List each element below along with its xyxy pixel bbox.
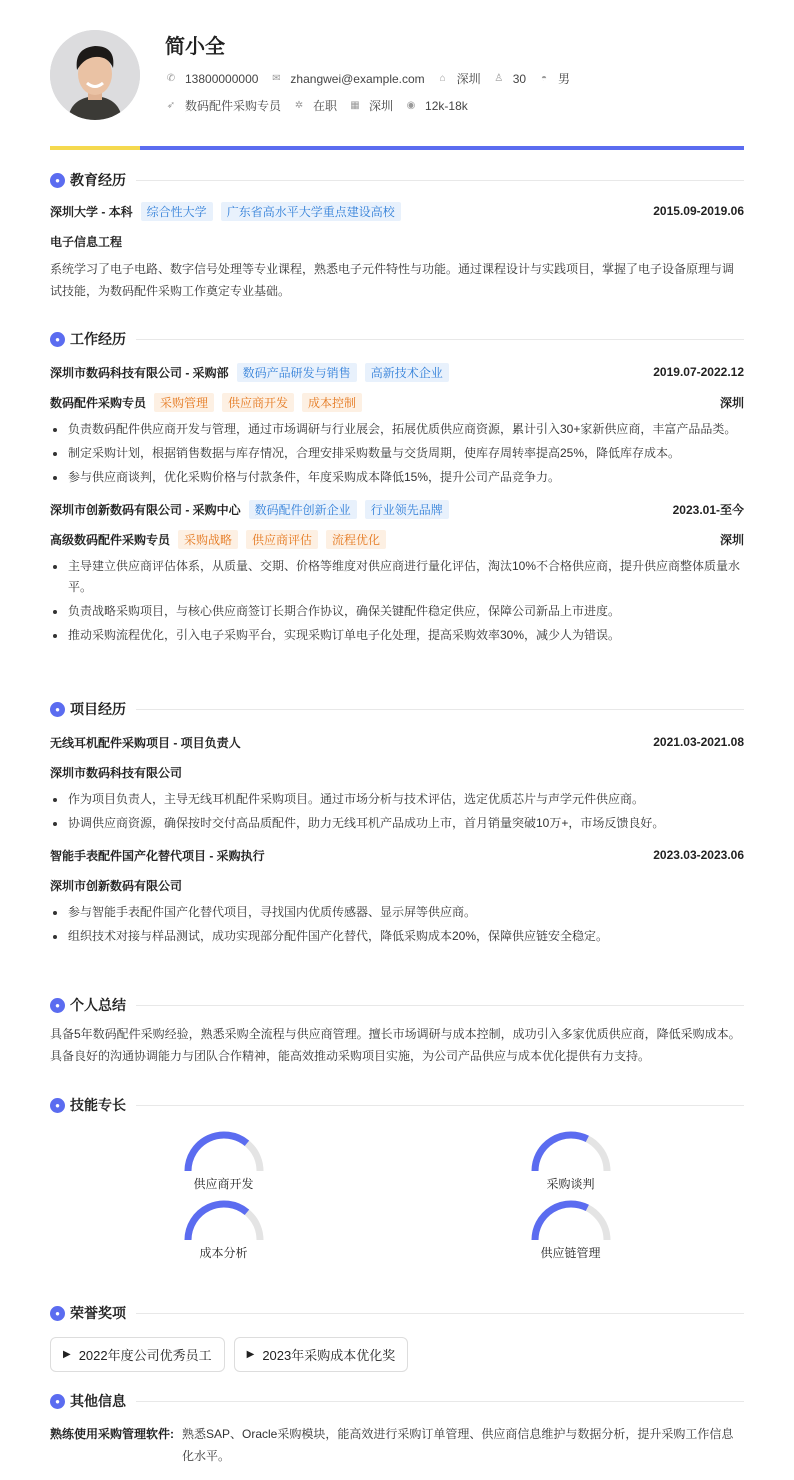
gauge-track bbox=[535, 1135, 607, 1171]
section-title: 工作经历 bbox=[70, 331, 126, 347]
info-icon: ● bbox=[50, 1394, 65, 1409]
education-left bbox=[50, 202, 401, 221]
gender-icon: ◓ bbox=[541, 73, 548, 84]
building-icon: ▦ bbox=[350, 100, 360, 111]
tag: 供应商开发 bbox=[222, 393, 294, 412]
tag: 数码配件创新企业 bbox=[249, 500, 357, 519]
skill-gauge bbox=[529, 1198, 613, 1242]
chart-bar-icon: ● bbox=[50, 1098, 65, 1113]
header-divider bbox=[50, 146, 744, 150]
graduation-cap-icon: ● bbox=[50, 173, 65, 188]
company-name: 深圳市创新数码有限公司 - 采购中心 bbox=[50, 502, 241, 517]
tag: 高新技术企业 bbox=[365, 363, 449, 382]
skill-name: 供应链管理 bbox=[540, 1246, 601, 1260]
skill-name: 供应商开发 bbox=[193, 1177, 254, 1191]
section-header bbox=[50, 329, 744, 349]
section-header bbox=[50, 699, 744, 719]
location: 深圳 bbox=[719, 395, 744, 410]
skill-item bbox=[50, 1129, 397, 1192]
section-work bbox=[50, 329, 744, 649]
award-item[interactable] bbox=[234, 1337, 409, 1372]
skill-name: 采购谈判 bbox=[546, 1177, 595, 1191]
tag: 广东省高水平大学重点建设高校 bbox=[221, 202, 401, 221]
section-divider bbox=[136, 1401, 744, 1402]
section-header bbox=[50, 995, 744, 1015]
bullet-item: 负责数码配件供应商开发与管理，通过市场调研与行业展会，拓展优质供应商资源，累计引入30+家新供应商，丰富产品品类。 bbox=[50, 419, 744, 440]
skill-name: 成本分析 bbox=[199, 1246, 248, 1260]
bullet-item: 参与智能手表配件国产化替代项目，寻找国内优质传感器、显示屏等供应商。 bbox=[50, 902, 744, 923]
awards-list bbox=[50, 1337, 744, 1372]
salary-icon: ◉ bbox=[406, 100, 416, 111]
status: 在职 bbox=[313, 99, 338, 113]
resume-header bbox=[50, 30, 750, 120]
cake-icon: ♙ bbox=[494, 73, 504, 84]
company-name: 深圳市数码科技有限公司 - 采购部 bbox=[50, 365, 229, 380]
section-divider bbox=[136, 709, 744, 710]
bullet-item: 作为项目负责人，主导无线耳机配件采购项目。通过市场分析与技术评估，选定优质芯片与声学元件供应商。 bbox=[50, 789, 744, 810]
gauge-track bbox=[188, 1204, 260, 1240]
triangle-right-icon: ▶ bbox=[63, 1349, 71, 1360]
award-item[interactable] bbox=[50, 1337, 225, 1372]
date: 2023.01-至今 bbox=[672, 502, 744, 517]
section-divider bbox=[136, 180, 744, 181]
section-title: 教育经历 bbox=[70, 172, 126, 188]
bullet-list bbox=[50, 556, 744, 646]
company bbox=[50, 363, 449, 382]
company bbox=[50, 500, 449, 519]
summary-text: 具备5年数码配件采购经验，熟悉采购全流程与供应商管理。擅长市场调研与成本控制，成功引入多家优质供应商，降低采购成本。具备良好的沟通协调能力与团队合作精神，能高效推动采购项目实施，为公司产品供应与成本优化提供有力支持。 bbox=[50, 1027, 741, 1063]
home-icon: ⌂ bbox=[439, 73, 446, 84]
bullet-item: 制定采购计划，根据销售数据与库存情况，合理安排采购数量与交货周期，使库存周转率提高25%，降低库存成本。 bbox=[50, 443, 744, 464]
tag: 综合性大学 bbox=[141, 202, 213, 221]
gauge-track bbox=[188, 1135, 260, 1171]
avatar bbox=[50, 30, 140, 120]
skill-gauge bbox=[182, 1129, 266, 1173]
role bbox=[50, 393, 362, 412]
tag: 采购战略 bbox=[178, 530, 238, 549]
project-row bbox=[50, 840, 744, 870]
section-title: 技能专长 bbox=[70, 1097, 126, 1113]
section-header bbox=[50, 1303, 744, 1323]
section-title: 项目经历 bbox=[70, 701, 126, 717]
section-projects bbox=[50, 699, 744, 950]
section-header bbox=[50, 1391, 744, 1411]
email: zhangwei@example.com bbox=[290, 71, 425, 86]
position: 数码配件采购专员 bbox=[185, 99, 282, 113]
phone-icon: ✆ bbox=[166, 73, 176, 84]
school: 深圳大学 - 本科 bbox=[50, 204, 133, 219]
skill-gauge bbox=[182, 1198, 266, 1242]
bullet-list bbox=[50, 902, 744, 947]
section-header bbox=[50, 170, 744, 190]
salary: 12k-18k bbox=[425, 98, 468, 113]
bullet-list bbox=[50, 419, 744, 488]
gauge-track bbox=[535, 1204, 607, 1240]
bullet-item: 主导建立供应商评估体系，从质量、交期、价格等维度对供应商进行量化评估，淘汰10%不合格供应商，提升供应商整体质量水平。 bbox=[50, 556, 744, 598]
bullet-item: 协调供应商资源，确保按时交付高品质配件，助力无线耳机产品成功上市，首月销量突破10万+，市场反馈良好。 bbox=[50, 813, 744, 834]
project-company: 深圳市创新数码有限公司 bbox=[50, 878, 183, 893]
project-name: 无线耳机配件采购项目 - 项目负责人 bbox=[50, 735, 241, 750]
work-company-row bbox=[50, 494, 744, 524]
briefcase-icon: ● bbox=[50, 332, 65, 347]
age: 30 bbox=[512, 71, 527, 86]
section-divider bbox=[136, 1005, 744, 1006]
section-header bbox=[50, 1095, 744, 1115]
gauge-fill bbox=[535, 1135, 587, 1171]
section-education bbox=[50, 170, 744, 302]
work-role-row bbox=[50, 387, 744, 417]
skill-item bbox=[397, 1129, 744, 1192]
date: 2023.03-2023.06 bbox=[653, 848, 744, 862]
award-name: 2022年度公司优秀员工 bbox=[78, 1348, 212, 1363]
work-company-row bbox=[50, 357, 744, 387]
bullet-item: 参与供应商谈判，优化采购价格与付款条件，年度采购成本降低15%，提升公司产品竞争力。 bbox=[50, 467, 744, 488]
section-divider bbox=[136, 1105, 744, 1106]
date: 2019.07-2022.12 bbox=[653, 365, 744, 379]
skill-item bbox=[397, 1198, 744, 1261]
gauge-fill bbox=[188, 1204, 247, 1240]
education-row bbox=[50, 196, 744, 226]
bullet-item: 组织技术对接与样品测试，成功实现部分配件国产化替代，降低采购成本20%，保障供应链安全稳定。 bbox=[50, 926, 744, 947]
tag: 成本控制 bbox=[302, 393, 362, 412]
skills-grid bbox=[50, 1129, 744, 1261]
bullet-item: 负责战略采购项目，与核心供应商签订长期合作协议，确保关键配件稳定供应，保障公司新品上市进度。 bbox=[50, 601, 744, 622]
project-row bbox=[50, 727, 744, 757]
tag: 数码产品研发与销售 bbox=[237, 363, 357, 382]
contact-row bbox=[165, 70, 582, 87]
section-awards bbox=[50, 1303, 744, 1372]
skill-item bbox=[50, 1198, 397, 1261]
role-name: 数码配件采购专员 bbox=[50, 395, 147, 410]
education-desc: 系统学习了电子电路、数字信号处理等专业课程，熟悉电子元件特性与功能。通过课程设计与实践项目，掌握了电子设备原理与调试技能，为数码配件采购工作奠定专业基础。 bbox=[50, 262, 735, 298]
role-name: 高级数码配件采购专员 bbox=[50, 532, 171, 547]
bullet-list bbox=[50, 789, 744, 834]
award-name: 2023年采购成本优化奖 bbox=[262, 1348, 396, 1363]
user-icon: ● bbox=[50, 998, 65, 1013]
award-icon: ● bbox=[50, 1306, 65, 1321]
location: 深圳 bbox=[719, 532, 744, 547]
send-icon: ➶ bbox=[166, 100, 176, 111]
section-title: 其他信息 bbox=[70, 1393, 126, 1409]
chart-bar-icon: ● bbox=[50, 702, 65, 717]
work-role-row bbox=[50, 524, 744, 554]
project-name: 智能手表配件国产化替代项目 - 采购执行 bbox=[50, 848, 265, 863]
other-value: 熟悉SAP、Oracle采购模块，能高效进行采购订单管理、供应商信息维护与数据分析，提升采购工作信息化水平。 bbox=[182, 1427, 734, 1463]
date: 2015.09-2019.06 bbox=[653, 204, 744, 218]
gender: 男 bbox=[558, 72, 571, 86]
other-item bbox=[50, 1423, 744, 1467]
tag: 流程优化 bbox=[326, 530, 386, 549]
candidate-name: 简小全 bbox=[165, 36, 225, 58]
project-company: 深圳市数码科技有限公司 bbox=[50, 765, 183, 780]
city: 深圳 bbox=[456, 72, 481, 86]
status-icon: ✲ bbox=[294, 100, 304, 111]
triangle-right-icon: ▶ bbox=[246, 1349, 255, 1360]
role bbox=[50, 530, 386, 549]
section-other bbox=[50, 1391, 744, 1467]
date: 2021.03-2021.08 bbox=[653, 735, 744, 749]
tag: 采购管理 bbox=[154, 393, 214, 412]
job-intent-row bbox=[165, 97, 480, 114]
skill-gauge bbox=[529, 1129, 613, 1173]
major: 电子信息工程 bbox=[50, 234, 123, 249]
section-skills bbox=[50, 1095, 744, 1261]
gauge-fill bbox=[188, 1135, 247, 1171]
section-divider bbox=[136, 339, 744, 340]
section-title: 个人总结 bbox=[70, 997, 126, 1013]
tag: 供应商评估 bbox=[246, 530, 318, 549]
mail-icon: ✉ bbox=[272, 73, 281, 84]
tag: 行业领先品牌 bbox=[365, 500, 449, 519]
section-title: 荣誉奖项 bbox=[70, 1305, 126, 1321]
phone: 13800000000 bbox=[185, 71, 259, 86]
bullet-item: 推动采购流程优化，引入电子采购平台，实现采购订单电子化处理，提高采购效率30%，减少人为错误。 bbox=[50, 625, 744, 646]
gauge-fill bbox=[535, 1204, 587, 1240]
target-city: 深圳 bbox=[369, 99, 394, 113]
section-summary bbox=[50, 995, 744, 1067]
other-key: 熟练使用采购管理软件: bbox=[50, 1427, 174, 1441]
section-divider bbox=[136, 1313, 744, 1314]
